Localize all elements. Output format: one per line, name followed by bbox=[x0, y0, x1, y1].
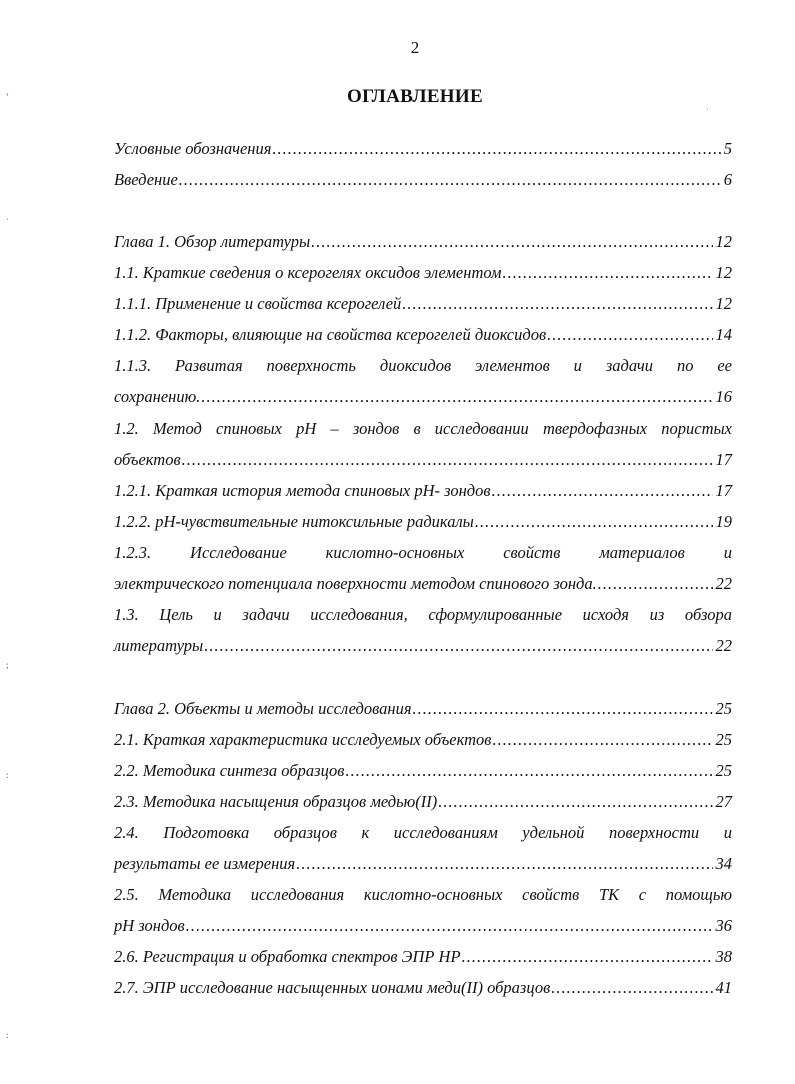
toc-entry-page: 12 bbox=[715, 294, 732, 313]
toc-leader-dots bbox=[492, 480, 713, 502]
toc-entry-2-4[interactable] bbox=[114, 853, 732, 875]
toc-entry-page: 25 bbox=[715, 730, 732, 749]
toc-entry-chapter-2[interactable] bbox=[114, 698, 732, 720]
toc-entry-title: сохранению. bbox=[114, 387, 201, 406]
toc-entry-1-1-3-line-1[interactable]: 1.1.3. Развитая поверхность диоксидов элементов и задачи по ее bbox=[114, 356, 732, 375]
toc-leader-dots bbox=[186, 915, 713, 937]
toc-leader-dots bbox=[345, 760, 712, 782]
toc-leader-dots bbox=[551, 977, 712, 999]
toc-entry-title: 2.1. Краткая характеристика исследуемых объектов bbox=[114, 730, 492, 749]
toc-entry-title: объектов bbox=[114, 450, 181, 469]
toc-leader-dots bbox=[272, 138, 720, 160]
toc-entry-title: 1.1.1. Применение и свойства ксерогелей bbox=[114, 294, 402, 313]
scan-speck: ; bbox=[6, 660, 9, 670]
toc-entry-title: Глава 1. Обзор литературы bbox=[114, 232, 311, 251]
toc-entry-title: 2.2. Методика синтеза образцов bbox=[114, 761, 345, 780]
toc-entry-1-1[interactable] bbox=[114, 262, 732, 284]
toc-entry-2-6[interactable] bbox=[114, 946, 732, 968]
scan-speck: : bbox=[6, 1030, 9, 1040]
toc-entry-title: электрического потенциала поверхности методом спинового зонда. bbox=[114, 574, 597, 593]
toc-entry-page: 27 bbox=[715, 792, 732, 811]
toc-entry-1-1-1[interactable] bbox=[114, 293, 732, 315]
toc-leader-dots bbox=[413, 698, 713, 720]
scan-speck: ʼ bbox=[6, 92, 9, 102]
toc-entry-page: 22 bbox=[715, 636, 732, 655]
scan-speck: ˌ bbox=[6, 210, 9, 220]
scan-speck: : bbox=[6, 770, 9, 780]
toc-entry-title: рН зондов bbox=[114, 916, 185, 935]
toc-entry-title: 2.7. ЭПР исследование насыщенных ионами меди(II) образцов bbox=[114, 978, 551, 997]
toc-entry-page: 36 bbox=[715, 916, 732, 935]
toc-entry-title: результаты ее измерения bbox=[114, 854, 296, 873]
toc-entry-page: 16 bbox=[715, 387, 732, 406]
toc-entry-title: Глава 2. Объекты и методы исследования bbox=[114, 699, 412, 718]
toc-entry-page: 12 bbox=[715, 263, 732, 282]
toc-entry-title: Введение bbox=[114, 170, 178, 189]
toc-leader-dots bbox=[438, 791, 712, 813]
toc-entry-introduction[interactable] bbox=[114, 169, 732, 191]
toc-leader-dots bbox=[492, 729, 712, 751]
toc-entry-2-3[interactable] bbox=[114, 791, 732, 813]
toc-entry-2-2[interactable] bbox=[114, 760, 732, 782]
toc-leader-dots bbox=[204, 635, 712, 657]
scan-speck: ˌ bbox=[706, 100, 709, 110]
toc-entry-1-2-1[interactable] bbox=[114, 480, 732, 502]
page-number: 2 bbox=[410, 38, 420, 57]
toc-entry-page: 34 bbox=[715, 854, 732, 873]
toc-leader-dots bbox=[503, 262, 713, 284]
toc-leader-dots bbox=[296, 853, 712, 875]
toc-entry-title: 2.6. Регистрация и обработка спектров ЭПР НР bbox=[114, 947, 461, 966]
toc-entry-2-5[interactable] bbox=[114, 915, 732, 937]
toc-entry-title: 1.2.1. Краткая история метода спиновых рН- зондов bbox=[114, 481, 491, 500]
toc-entry-2-4-line-1[interactable]: 2.4. Подготовка образцов к исследованиям удельной поверхности и bbox=[114, 823, 732, 842]
toc-leader-dots bbox=[182, 449, 713, 471]
toc-entry-1-2-line-1[interactable]: 1.2. Метод спиновых рН – зондов в исследовании твердофазных пористых bbox=[114, 419, 732, 438]
toc-entry-title: 1.1. Краткие сведения о ксерогелях оксидов элементом bbox=[114, 263, 502, 282]
toc-entry-1-2-3-line-1[interactable]: 1.2.3. Исследование кислотно-основных свойств материалов и bbox=[114, 543, 732, 562]
toc-entry-page: 6 bbox=[723, 170, 732, 189]
toc-entry-symbols[interactable] bbox=[114, 138, 732, 160]
toc-entry-page: 19 bbox=[715, 512, 732, 531]
toc-entry-page: 25 bbox=[715, 699, 732, 718]
toc-entry-title: 1.2.2. рН-чувствительные нитоксильные радикалы bbox=[114, 512, 474, 531]
toc-leader-dots bbox=[311, 231, 712, 253]
toc-entry-1-1-2[interactable] bbox=[114, 324, 732, 346]
toc-leader-dots bbox=[598, 573, 713, 595]
toc-leader-dots bbox=[179, 169, 721, 191]
toc-entry-page: 14 bbox=[715, 325, 732, 344]
toc-entry-2-7[interactable] bbox=[114, 977, 732, 999]
table-of-contents bbox=[114, 0, 732, 1084]
toc-entry-1-3[interactable] bbox=[114, 635, 732, 657]
toc-entry-page: 38 bbox=[715, 947, 732, 966]
toc-heading: ОГЛАВЛЕНИЕ bbox=[347, 86, 483, 107]
toc-entry-1-2-2[interactable] bbox=[114, 511, 732, 533]
toc-entry-1-1-3[interactable] bbox=[114, 386, 732, 408]
toc-leader-dots bbox=[201, 386, 712, 408]
toc-entry-title: Условные обозначения bbox=[114, 139, 272, 158]
toc-entry-chapter-1[interactable] bbox=[114, 231, 732, 253]
toc-entry-1-3-line-1[interactable]: 1.3. Цель и задачи исследования, сформулированные исходя из обзора bbox=[114, 605, 732, 624]
toc-entry-page: 17 bbox=[715, 450, 732, 469]
toc-entry-title: 1.1.2. Факторы, влияющие на свойства ксерогелей диоксидов bbox=[114, 325, 547, 344]
toc-entry-1-2-3[interactable] bbox=[114, 573, 732, 595]
toc-leader-dots bbox=[547, 324, 712, 346]
toc-entry-1-2[interactable] bbox=[114, 449, 732, 471]
toc-leader-dots bbox=[402, 293, 712, 315]
toc-entry-page: 5 bbox=[723, 139, 732, 158]
toc-entry-2-5-line-1[interactable]: 2.5. Методика исследования кислотно-основных свойств ТК с помощью bbox=[114, 885, 732, 904]
toc-entry-page: 17 bbox=[715, 481, 732, 500]
toc-leader-dots bbox=[475, 511, 713, 533]
toc-entry-title: литературы bbox=[114, 636, 204, 655]
toc-entry-title: 2.3. Методика насыщения образцов медью(II) bbox=[114, 792, 438, 811]
toc-entry-page: 12 bbox=[715, 232, 732, 251]
toc-leader-dots bbox=[462, 946, 713, 968]
toc-entry-page: 25 bbox=[715, 761, 732, 780]
toc-entry-page: 22 bbox=[715, 574, 732, 593]
toc-entry-2-1[interactable] bbox=[114, 729, 732, 751]
toc-entry-page: 41 bbox=[715, 978, 732, 997]
